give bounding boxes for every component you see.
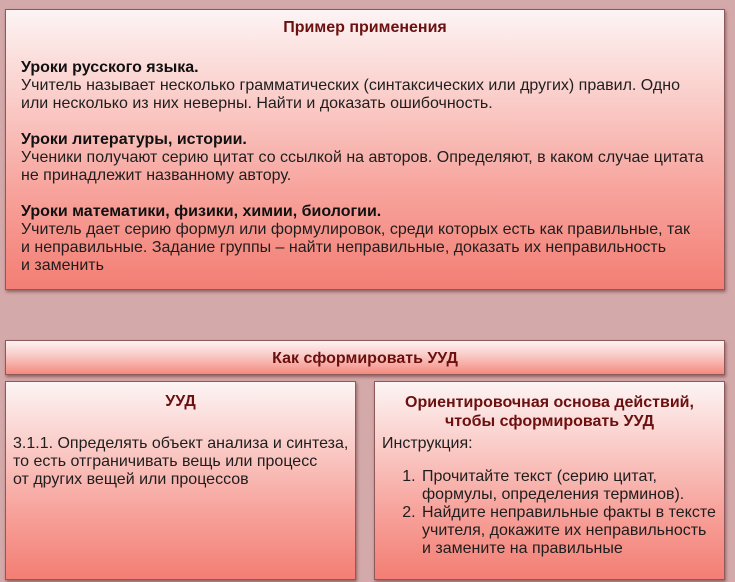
- instruction-step: [420, 504, 720, 558]
- uud-title: УУД: [165, 393, 196, 410]
- instruction-step-line: и замените на правильные: [422, 540, 623, 557]
- section-line: Ученики получают серию цитат со ссылкой на авторов. Определяют, в каком случае цитата: [21, 149, 704, 166]
- application-example-title: Пример применения: [283, 19, 447, 36]
- section-line: или несколько из них неверны. Найти и доказать ошибочность.: [21, 95, 493, 112]
- how-to-form-uud-bar: [5, 340, 725, 375]
- instruction-label: Инструкция:: [382, 435, 473, 452]
- instruction-step-line: 1. Прочитайте текст (серию цитат,: [422, 468, 657, 485]
- uud-line: от других вещей или процессов: [13, 471, 249, 488]
- application-example-panel: [5, 9, 725, 290]
- section-line: Учитель называет несколько грамматических (синтаксических или других) правил. Одно: [21, 77, 680, 94]
- instruction-step: [420, 468, 720, 504]
- how-to-form-uud-title: Как сформировать УУД: [272, 350, 458, 367]
- literature-history-heading: Уроки литературы, истории.: [21, 131, 247, 148]
- action-basis-title-line: Ориентировочная основа действий,: [405, 394, 694, 411]
- uud-panel: [5, 381, 356, 580]
- action-basis-title-line: чтобы сформировать УУД: [444, 413, 655, 430]
- instruction-step-line: формулы, определения терминов).: [422, 486, 685, 503]
- uud-line: то есть отграничивать вещь или процесс: [13, 453, 318, 470]
- instruction-steps-list: [382, 468, 720, 558]
- science-lessons-section: [21, 203, 714, 275]
- instruction-step-line: учителя, докажите их неправильность: [422, 522, 707, 539]
- section-line: Учитель дает серию формул или формулировок, среди которых есть как правильные, так: [21, 221, 691, 238]
- instruction-step-line: 2. Найдите неправильные факты в тексте: [422, 504, 716, 521]
- section-line: и заменить: [21, 257, 104, 274]
- action-basis-title: [375, 393, 724, 431]
- action-basis-panel: [374, 381, 725, 580]
- russian-lessons-heading: Уроки русского языка.: [21, 59, 199, 76]
- section-line: и неправильные. Задание группы – найти неправильные, доказать их неправильность: [21, 239, 667, 256]
- section-line: не принадлежит названному автору.: [21, 167, 292, 184]
- literature-history-section: [21, 131, 714, 185]
- science-lessons-heading: Уроки математики, физики, химии, биологии.: [21, 203, 382, 220]
- uud-description: [13, 435, 353, 489]
- russian-lessons-section: [21, 59, 714, 113]
- uud-line: 3.1.1. Определять объект анализа и синтеза,: [13, 435, 349, 452]
